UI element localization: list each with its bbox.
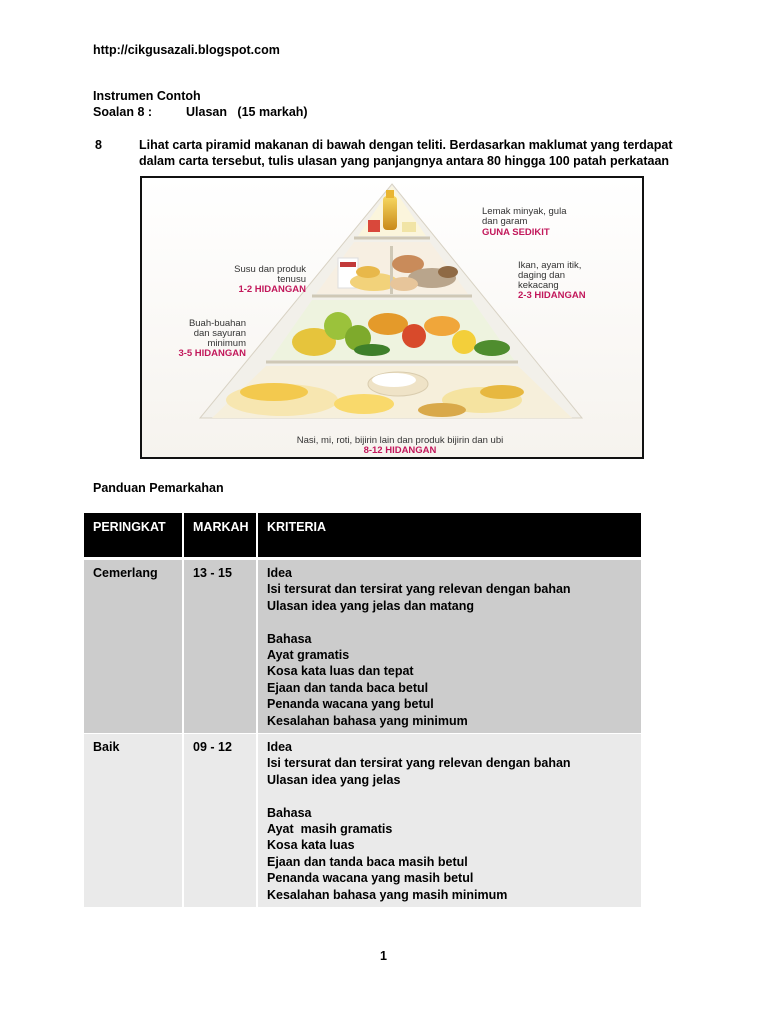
criteria-line: Ayat gramatis — [267, 648, 350, 663]
guide-title: Panduan Pemarkahan — [93, 481, 224, 495]
marking-rubric-table — [84, 513, 641, 907]
question-type: Ulasan (15 markah) — [186, 105, 308, 119]
food-pyramid-image — [140, 176, 644, 459]
criteria-idea-title: Idea — [267, 566, 293, 580]
criteria-line: Ulasan idea yang jelas dan matang — [267, 598, 475, 613]
tier2-left-label-2: tenusu — [277, 274, 306, 285]
criteria-line: Kesalahan bahasa yang masih minimum — [267, 887, 508, 902]
page-number: 1 — [380, 949, 387, 963]
tier3-servings: 3-5 HIDANGAN — [178, 348, 246, 359]
question-line-1: Lihat carta piramid makanan di bawah dengan teliti. Berdasarkan maklumat yang terdapat — [139, 138, 673, 152]
table-header-row — [84, 513, 641, 557]
criteria-idea-title: Idea — [267, 740, 293, 754]
tier-grain-illustration — [212, 366, 572, 418]
criteria-line: Ayat masih gramatis — [267, 822, 393, 837]
question-label: Soalan 8 : — [93, 105, 153, 119]
tier4-label: Nasi, mi, roti, bijirin lain dan produk bijirin dan ubi — [296, 435, 504, 446]
tier2-right-label-1: Ikan, ayam itik, — [518, 260, 582, 271]
criteria-line: Isi tersurat dan tersirat yang relevan dengan bahan — [267, 582, 571, 597]
row-marks: 09 - 12 — [184, 734, 258, 907]
header-marks: MARKAH — [184, 513, 258, 557]
tier3-label-1: Buah-buahan — [188, 318, 246, 329]
row-criteria — [258, 734, 641, 907]
criteria-line: Ejaan dan tanda baca masih betul — [267, 854, 468, 869]
row-marks: 13 - 15 — [184, 560, 258, 733]
criteria-line: Ulasan idea yang jelas — [267, 772, 401, 787]
tier3-label-2: dan sayuran — [193, 328, 246, 339]
criteria-line: Isi tersurat dan tersirat yang relevan dengan bahan — [267, 756, 571, 771]
table-row — [84, 560, 641, 733]
tier2-right-label-2: daging dan — [518, 270, 566, 281]
row-criteria — [258, 560, 641, 733]
question-text — [139, 137, 699, 169]
tier1-label-1: Lemak minyak, gula — [482, 206, 567, 217]
criteria-line: Kosa kata luas dan tepat — [267, 664, 414, 679]
row-level: Cemerlang — [84, 560, 184, 733]
question-line-2: dalam carta tersebut, tulis ulasan yang panjangnya antara 80 hingga 100 patah perkataan — [139, 154, 670, 168]
criteria-line: Ejaan dan tanda baca betul — [267, 680, 429, 695]
question-number: 8 — [95, 138, 102, 152]
tier3-label-3: minimum — [207, 338, 246, 349]
criteria-language-title: Bahasa — [267, 631, 312, 646]
instrument-title: Instrumen Contoh — [93, 89, 201, 103]
table-row — [84, 733, 641, 907]
criteria-line: Kosa kata luas — [267, 838, 355, 853]
source-url[interactable]: http://cikgusazali.blogspot.com — [93, 43, 280, 57]
tier1-servings: GUNA SEDIKIT — [482, 227, 550, 238]
header-criteria: KRITERIA — [267, 520, 327, 534]
criteria-line: Penanda wacana yang betul — [267, 697, 434, 712]
tier1-label-2: dan garam — [482, 216, 528, 227]
header-level: PERINGKAT — [84, 513, 184, 557]
criteria-language-title: Bahasa — [267, 805, 312, 820]
row-level: Baik — [84, 734, 184, 907]
tier2-right-servings: 2-3 HIDANGAN — [518, 290, 586, 301]
tier2-right-label-3: kekacang — [518, 280, 559, 291]
tier2-left-servings: 1-2 HIDANGAN — [238, 284, 306, 295]
tier4-servings: 8-12 HIDANGAN — [363, 445, 437, 456]
criteria-line: Kesalahan bahasa yang minimum — [267, 713, 468, 728]
tier2-left-label-1: Susu dan produk — [234, 264, 306, 275]
criteria-line: Penanda wacana yang masih betul — [267, 871, 474, 886]
